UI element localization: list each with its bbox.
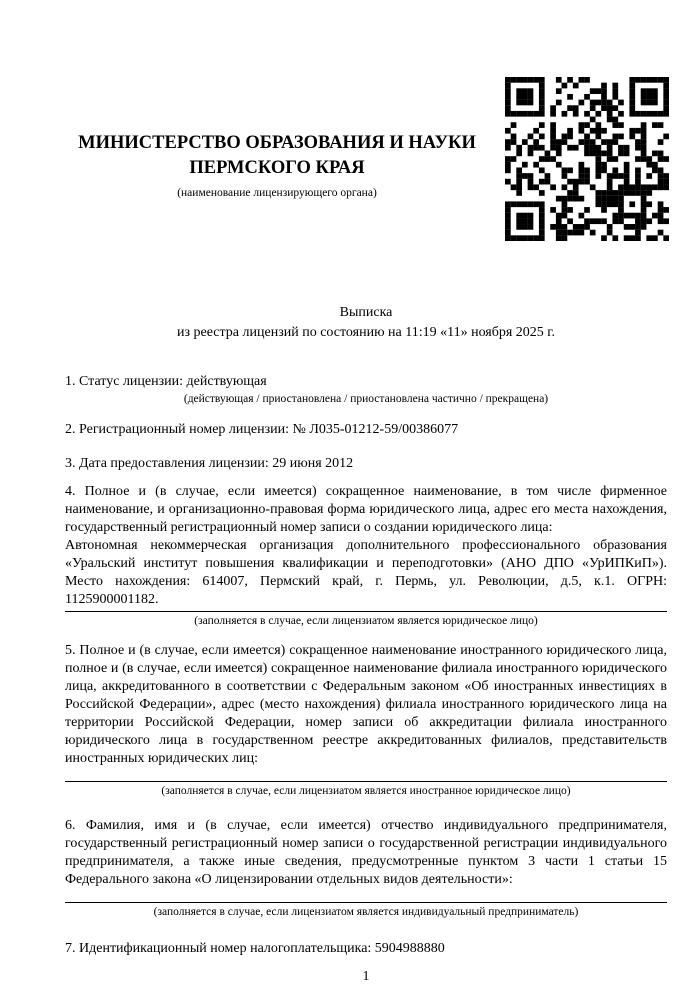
empty-form-field: [65, 889, 667, 902]
foreign-legal-entity-description: 5. Полное и (в случае, если имеется) сокращенное наименование иностранного юридического лица, полное и (в случае, если имеется) сокращенное наименование филиала иностранного юридического лица, аккредитованного в соответствии с Федеральным законом «Об иностранных инвестициях в Российской Федерации», адрес (место нахождения) филиала иностранного юридического лица на территории Российской Федерации, номер записи об аккредитации филиала иностранного юридического лица в государственном реестре аккредитованных филиалов, представительств иностранных юридических лиц:: [65, 643, 667, 766]
legal-entity-value: Автономная некоммерческая организация дополнительного профессионального образования «Уральский институт повышения квалификации и переподготовки» (АНО ДПО «УрИПКиП»). Место нахождения: 614007, Пермский край, г. Пермь, ул. Революции, д.5, к.1. ОГРН: 1125900001182.: [65, 538, 667, 607]
legal-entity-description: 4. Полное и (в случае, если имеется) сокращенное наименование, в том числе фирменное наименование, и организационно-правовая форма юридического лица, адрес его места нахождения, государственный регистрационный номер записи о создании юридического лица:: [65, 484, 667, 535]
form-field-line: [65, 902, 667, 903]
licensing-authority-caption: (наименование лицензирующего органа): [177, 187, 377, 199]
item-taxpayer-number: 7. Идентификационный номер налогоплательщика: 5904988880: [65, 941, 445, 956]
individual-entrepreneur-description: 6. Фамилия, имя и (в случае, если имеется) отчество индивидуального предпринимателя, государственный регистрационный номер записи о государственной регистрации индивидуального предпринимателя, а также иные сведения, предусмотренные пунктом 3 части 1 статьи 15 Федерального закона «О лицензировании отдельных видов деятельности»:: [65, 818, 667, 887]
title-line2: из реестра лицензий по состоянию на 11:19 «11» ноября 2025 г.: [177, 325, 555, 340]
license-status-text: 1. Статус лицензии: действующая: [65, 374, 267, 389]
qr-code: [505, 77, 669, 241]
empty-form-field: [65, 768, 667, 781]
ministry-name-line2: ПЕРМСКОГО КРАЯ: [189, 158, 365, 178]
licensing-authority-header: [65, 131, 489, 200]
legal-entity-caption: (заполняется в случае, если лицензиатом является юридическое лицо): [194, 615, 538, 627]
item-legal-entity: [65, 483, 667, 629]
form-field-line: [65, 781, 667, 782]
item-license-grant-date: 3. Дата предоставления лицензии: 29 июня 2012: [65, 456, 354, 471]
item-foreign-legal-entity: [65, 642, 667, 799]
item-registration-number: 2. Регистрационный номер лицензии: № Л035-01212-59/00386077: [65, 422, 459, 437]
foreign-legal-entity-caption: (заполняется в случае, если лицензиатом является иностранное юридическое лицо): [161, 785, 571, 797]
license-status-options-caption: (действующая / приостановлена / приостановлена частично / прекращена): [183, 393, 549, 405]
ministry-name-line1: МИНИСТЕРСТВО ОБРАЗОВАНИЯ И НАУКИ: [78, 133, 476, 153]
individual-entrepreneur-caption: (заполняется в случае, если лицензиатом является индивидуальный предприниматель): [153, 906, 579, 918]
page-number: 1: [362, 969, 370, 984]
title-line1: Выписка: [339, 305, 393, 320]
item-individual-entrepreneur: [65, 817, 667, 920]
form-field-line: [65, 611, 667, 612]
item-license-status: [65, 373, 667, 407]
